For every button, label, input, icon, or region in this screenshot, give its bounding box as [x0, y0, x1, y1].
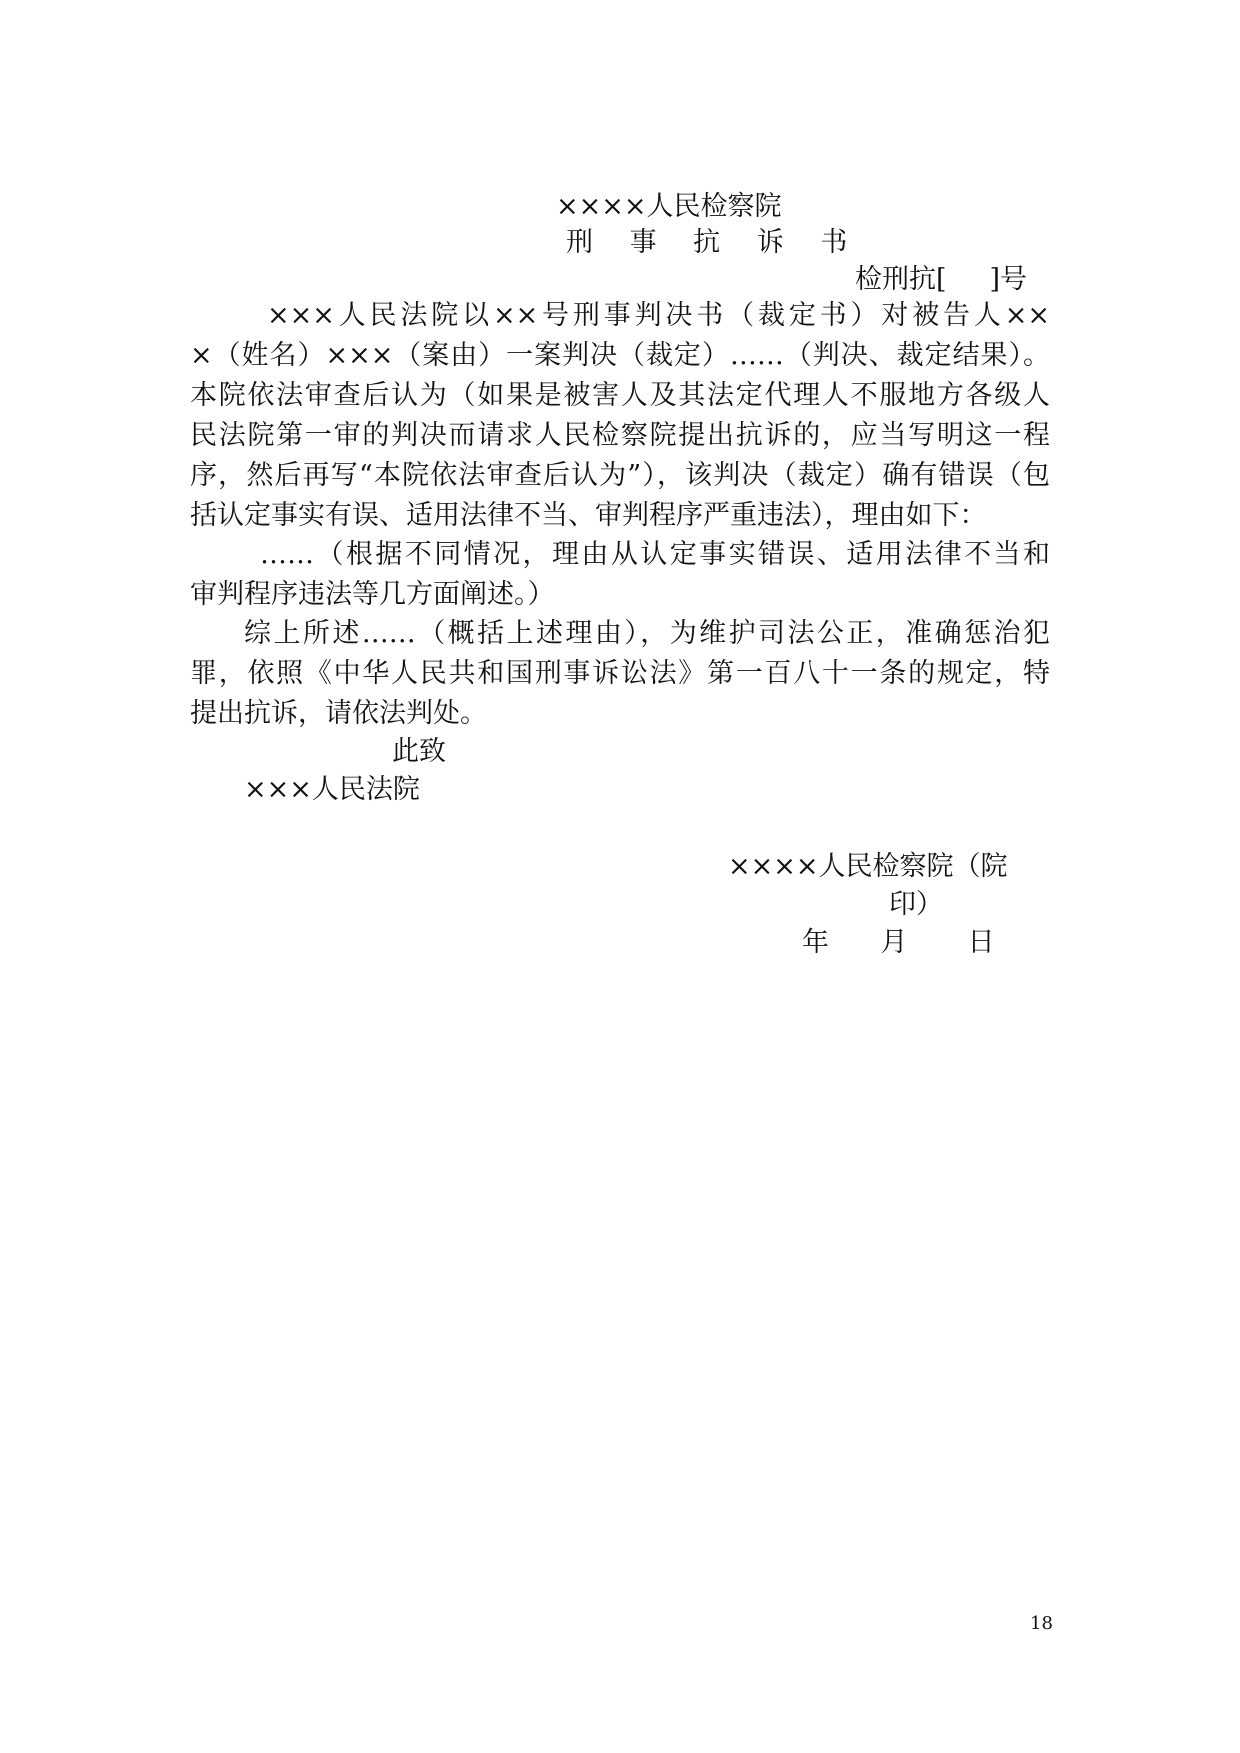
paragraph-line: 罪，依照《中华人民共和国刑事诉讼法》第一百八十一条的规定，特	[190, 658, 1050, 689]
paragraph-line: ×（姓名）×××（案由）一案判决（裁定）……（判决、裁定结果）。	[190, 340, 1050, 371]
paragraph-line: 审判程序违法等几方面阐述。）	[190, 579, 555, 610]
document-title: 刑 事 抗 诉 书	[566, 227, 862, 258]
signature-seal-note: 印）	[889, 889, 943, 920]
paragraph-line: ……（根据不同情况，理由从认定事实错误、适用法律不当和	[260, 539, 1050, 570]
document-number: 检刑抗[ ]号	[855, 264, 1027, 295]
paragraph-line: 本院依法审查后认为（如果是被害人及其法定代理人不服地方各级人	[190, 380, 1050, 411]
issuing-organization: ××××人民检察院	[556, 191, 782, 222]
paragraph-line: ×××人民法院以××号刑事判决书（裁定书）对被告人××	[267, 300, 1050, 331]
paragraph-line: 序，然后再写“本院依法审查后认为”），该判决（裁定）确有错误（包	[190, 460, 1050, 491]
recipient-court: ×××人民法院	[244, 774, 420, 805]
paragraph-line: 民法院第一审的判决而请求人民检察院提出抗诉的，应当写明这一程	[190, 420, 1050, 451]
paragraph-line: 括认定事实有误、适用法律不当、审判程序严重违法），理由如下：	[190, 500, 987, 531]
paragraph-line: 提出抗诉，请依法判处。	[190, 698, 487, 729]
signature-date: 年 月 日	[802, 927, 995, 958]
page-number: 18	[1030, 1613, 1053, 1634]
signature-organization: ××××人民检察院（院	[728, 851, 1008, 882]
salutation: 此致	[392, 736, 446, 767]
paragraph-line: 综上所述……（概括上述理由），为维护司法公正，准确惩治犯	[244, 618, 1050, 649]
